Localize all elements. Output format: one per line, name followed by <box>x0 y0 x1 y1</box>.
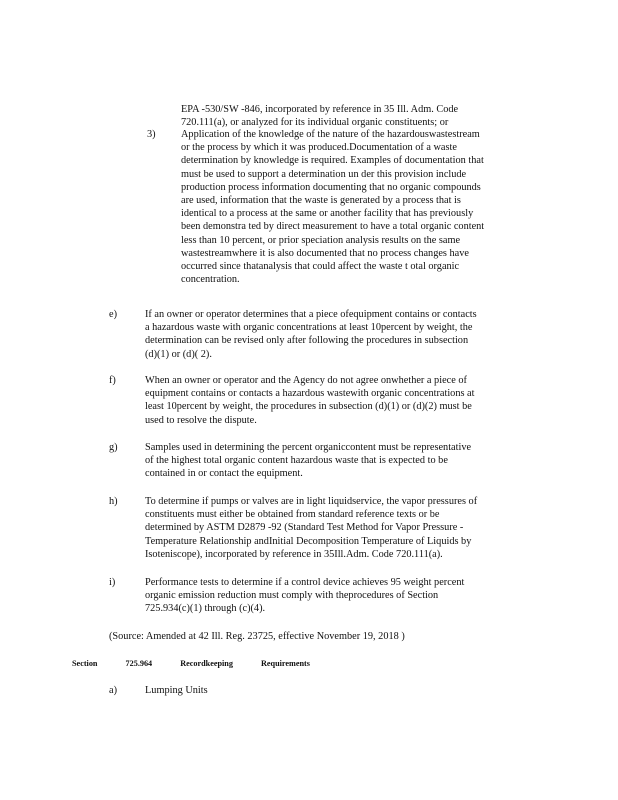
section-number: 725.964 <box>125 659 153 668</box>
paragraph-continuation <box>181 103 494 129</box>
text-line: least 10percent by weight, the procedures in subsection (d)(1) or (d)(2) must be <box>145 401 472 413</box>
text-line: wastestreamwhere it is also documented that no process changes have <box>181 247 469 259</box>
section-heading <box>72 659 336 668</box>
text-line: identical to a process at the same or another facility that has previously <box>181 208 474 220</box>
text-line: are used, information that the waste is generated by a process that is <box>181 195 461 207</box>
item-marker-3: 3) <box>147 129 156 140</box>
paragraph-item-i <box>145 576 515 616</box>
text-line: If an owner or operator determines that a piece ofequipment contains or contacts <box>145 309 477 320</box>
section-label: Section <box>72 659 98 668</box>
text-line: contained in or contact the equipment. <box>145 468 303 480</box>
text-line: Lumping Units <box>145 685 208 696</box>
text-line: Temperature Relationship andInitial Decomposition Temperature of Liquids by <box>145 535 472 547</box>
text-line: constituents must either be obtained from standard reference texts or be <box>145 509 440 521</box>
text-line: Isoteniscope), incorporated by reference in 35Ill.Adm. Code 720.111(a). <box>145 548 443 560</box>
item-marker-g: g) <box>109 442 118 453</box>
item-marker-h: h) <box>109 496 118 507</box>
text-line: To determine if pumps or valves are in light liquidservice, the vapor pressures of <box>145 496 478 507</box>
paragraph-item-h <box>145 495 530 561</box>
item-marker-e: e) <box>109 309 117 320</box>
text-line: When an owner or operator and the Agency do not agree onwhether a piece of <box>145 375 467 386</box>
text-line: EPA -530/SW -846, incorporated by reference in 35 Ill. Adm. Code <box>181 104 459 115</box>
text-line: a hazardous waste with organic concentrations at least 10percent by weight, the <box>145 322 473 334</box>
text-line: used to resolve the dispute. <box>145 414 257 426</box>
paragraph-item-g <box>145 441 510 481</box>
section-title-word-2: Requirements <box>261 659 310 668</box>
text-line: Application of the knowledge of the nature of the hazardouswastestream <box>181 129 480 140</box>
item-marker-f: f) <box>109 375 116 386</box>
item-marker-i: i) <box>109 577 116 588</box>
paragraph-item-e <box>145 308 530 361</box>
text-line: concentration. <box>181 274 240 286</box>
text-line: (Source: Amended at 42 Ill. Reg. 23725, effective November 19, 2018 ) <box>109 631 405 642</box>
text-line: occurred since thatanalysis that could affect the waste t otal organic <box>181 261 460 273</box>
text-line: determination can be revised only after following the procedures in subsection <box>145 335 469 347</box>
paragraph-item-f <box>145 374 530 427</box>
text-line: production process information documenting that no organic compounds <box>181 181 481 193</box>
section-title-word-1: Recordkeeping <box>180 659 233 668</box>
text-line: 725.934(c)(1) through (c)(4). <box>145 603 266 615</box>
text-line: (d)(1) or (d)( 2). <box>145 348 212 360</box>
text-line: Performance tests to determine if a control device achieves 95 weight percent <box>145 577 465 588</box>
paragraph-item-3 <box>181 128 537 286</box>
item-marker-a: a) <box>109 685 117 696</box>
text-line: Samples used in determining the percent organiccontent must be representative <box>145 442 472 453</box>
source-note <box>109 630 469 643</box>
text-line: or the process by which it was produced.Documentation of a waste <box>181 142 457 154</box>
paragraph-item-a <box>145 684 345 697</box>
text-line: been demonstra ted by direct measurement to have a total organic content <box>181 221 485 233</box>
text-line: must be used to support a determination un der this provision include <box>181 168 467 180</box>
text-line: of the highest total organic content hazardous waste that is expected to be <box>145 455 448 467</box>
text-line: less than 10 percent, or prior speciation analysis results on the same <box>181 234 461 246</box>
text-line: equipment contains or contacts a hazardous wastewith organic concentrations at <box>145 388 475 400</box>
text-line: determination by knowledge is required. Examples of documentation that <box>181 155 484 167</box>
text-line: organic emission reduction must comply with theprocedures of Section <box>145 590 439 602</box>
text-line: determined by ASTM D2879 -92 (Standard Test Method for Vapor Pressure - <box>145 522 464 534</box>
text-line: 720.111(a), or analyzed for its individual organic constituents; or <box>181 117 449 129</box>
